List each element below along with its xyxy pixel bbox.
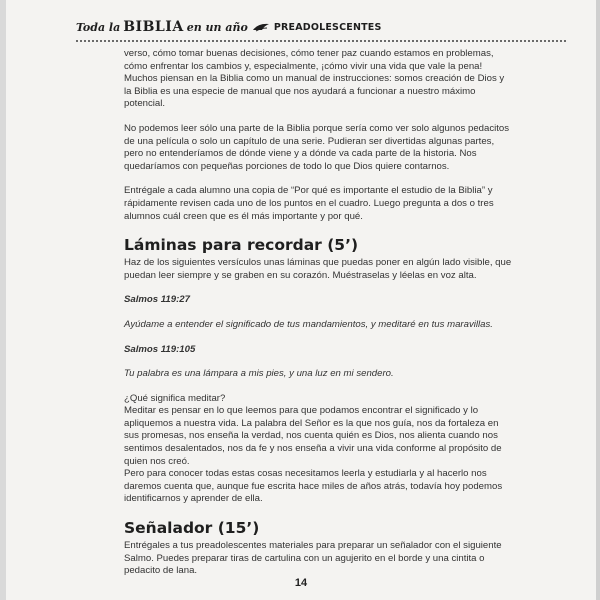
- paragraph-bible-parts: No podemos leer sólo una parte de la Biblia porque sería como ver solo algunos pedacitos de una película o solo un capítulo de una serie. Pudieran ser divertidas algunas partes, pero no entenderíamos de dónde viene y a dónde va cada parte de la historia. Nos quedaríamos con pequeñas porciones de todo lo que Dios quiere contarnos.: [124, 122, 510, 172]
- running-header: [76, 17, 566, 37]
- page-body: [124, 48, 514, 590]
- section-heading-laminas: Láminas para recordar (5’): [124, 236, 359, 255]
- section-senalador-intro: Entrégales a tus preadolescentes materiales para preparar un señalador con el siguiente Salmo. Puedes preparar tiras de cartulina con un agujerito en el borde y una cintita o pedacito de lana.: [124, 540, 502, 577]
- header-middle: en un año: [186, 20, 248, 34]
- header-brand: BIBLIA: [123, 19, 184, 35]
- header-subtitle: PREADOLESCENTES: [273, 21, 382, 33]
- meditate-question: ¿Qué significa meditar?: [124, 392, 226, 404]
- meditate-conclusion: Pero para conocer todas estas cosas necesitamos leerla y estudiarla y al hacerlo nos daremos cuenta que, aunque fue escrita hace miles de años atrás, todavía hoy podemos identificarnos y aprender de ella.: [124, 468, 503, 505]
- header-prefix: Toda la: [76, 20, 121, 34]
- verse-text: Tu palabra es una lámpara a mis pies, y una luz en mi sendero.: [124, 368, 394, 380]
- wing-icon: [252, 22, 270, 32]
- verse-text: Ayúdame a entender el significado de tus mandamientos, y meditaré en tus maravillas.: [124, 318, 493, 330]
- section-laminas-intro: Haz de los siguientes versículos unas láminas que puedas poner en algún lado visible, que puedan leer siempre y se graben en su corazón. Muéstraselas y léelas en voz alta.: [124, 257, 512, 281]
- header-divider: [76, 40, 566, 42]
- verse-reference: Salmos 119:105: [124, 343, 196, 355]
- paragraph-intro: verso, cómo tomar buenas decisiones, cómo tener paz cuando estamos en problemas, cómo enfrentar los cambios y, especialmente, ¡cómo vivir una vida que vale la pena! Muchos piensan en la Biblia como un manual de instrucciones: somos creación de Dios y la Biblia es una especie de manual que nos ayudará a funcionar a nuestro máximo potencial.: [124, 48, 505, 110]
- page-number: 14: [294, 577, 308, 589]
- section-heading-senalador: Señalador (15’): [124, 519, 260, 538]
- verse-reference: Salmos 119:27: [124, 294, 190, 306]
- meditate-definition: Meditar es pensar en lo que leemos para que podamos encontrar el significado y lo apliquemos a nuestra vida. La palabra del Señor es la que nos guía, nos da fortaleza en sus promesas, nos enseña la verdad, nos cuenta quién es Dios, nos alienta cuando nos sentimos desalentados, nos da fe y nos enseña a vivir una vida conforme al propósito de quien nos creó.: [124, 405, 502, 467]
- paragraph-handout: Entrégale a cada alumno una copia de “Por qué es importante el estudio de la Biblia” y rápidamente revisen cada uno de los puntos en el cuadro. Luego pregunta a dos o tres alumnos cuál creen que es él más importante y por qué.: [124, 185, 494, 222]
